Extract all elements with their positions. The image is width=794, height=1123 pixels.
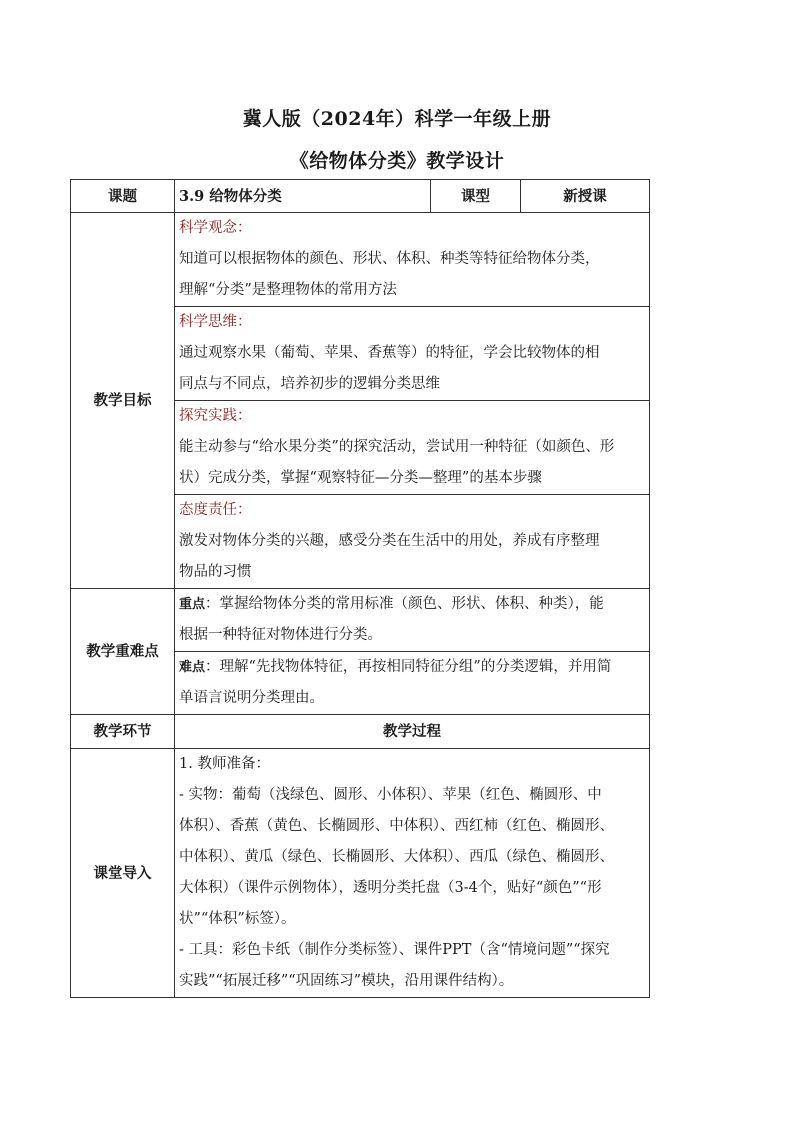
- difficulty-text-line: 单语言说明分类理由。: [179, 690, 324, 706]
- intro-line: 中体积）、黄瓜（绿色、长椭圆形、大体积）、西瓜（绿色、椭圆形、: [179, 849, 614, 865]
- objective-text-line: 知道可以根据物体的颜色、形状、体积、种类等特征给物体分类，: [179, 251, 600, 267]
- key-point-text-line: ：掌握给物体分类的常用标准（颜色、形状、体积、种类），能: [205, 596, 604, 612]
- difficulty-section: [175, 652, 649, 714]
- difficulty-text-line: ：理解“先找物体特征，再按相同特征分组”的分类逻辑，并用简: [205, 659, 612, 675]
- objective-text-line: 激发对物体分类的兴趣，感受分类在生活中的用处，养成有序整理: [179, 533, 600, 549]
- type-value: 新授课: [521, 180, 650, 213]
- objectives-label: 教学目标: [71, 213, 175, 589]
- objective-inquiry-practice: [175, 401, 649, 495]
- intro-label: 课堂导入: [71, 749, 175, 998]
- objective-science-thinking: [175, 307, 649, 401]
- key-points-label: 教学重难点: [71, 589, 175, 715]
- objective-attitude-responsibility: [175, 495, 649, 588]
- objective-text-line: 物品的习惯: [179, 564, 252, 580]
- key-points-content: [175, 589, 650, 715]
- objectives-content: [175, 213, 650, 589]
- intro-row: [71, 749, 650, 998]
- objective-heading: 科学思维：: [179, 314, 252, 330]
- objective-text-line: 能主动参与“给水果分类”的探究活动，尝试用一种特征（如颜色、形: [179, 439, 615, 455]
- objective-text-line: 同点与不同点，培养初步的逻辑分类思维: [179, 376, 440, 392]
- difficulty-label: 难点: [179, 660, 206, 675]
- lesson-plan-table: [70, 179, 650, 998]
- objective-text-line: 状）完成分类，掌握“观察特征—分类—整理”的基本步骤: [179, 470, 542, 486]
- process-header-row: [71, 715, 650, 749]
- intro-content: [175, 749, 650, 998]
- topic-row: [71, 180, 650, 213]
- objective-heading: 态度责任：: [179, 502, 252, 518]
- intro-line: 体积）、香蕉（黄色、长椭圆形、中体积）、西红柿（红色、椭圆形、: [179, 818, 614, 834]
- document-title: 冀人版（2024年）科学一年级上册: [242, 108, 552, 130]
- key-point-section: [175, 589, 649, 652]
- document-subtitle: 《给物体分类》教学设计: [289, 150, 505, 172]
- key-points-row: [71, 589, 650, 715]
- topic-value: 3.9 给物体分类: [175, 180, 431, 213]
- key-point-label: 重点: [179, 597, 206, 612]
- intro-line: 实践”“拓展迁移”“巩固练习”模块，沿用课件结构）。: [179, 973, 514, 989]
- topic-label: 课题: [71, 180, 175, 213]
- intro-line: 大体积）（课件示例物体），透明分类托盘（3-4个，贴好“颜色”“形: [179, 880, 602, 896]
- type-label: 课型: [431, 180, 521, 213]
- stage-header: 教学环节: [71, 715, 175, 749]
- objective-text-line: 通过观察水果（葡萄、苹果、香蕉等）的特征，学会比较物体的相: [179, 345, 600, 361]
- process-header: 教学过程: [175, 715, 650, 749]
- objective-science-concept: [175, 213, 649, 307]
- intro-line: - 实物：葡萄（浅绿色、圆形、小体积）、苹果（红色、椭圆形、中: [179, 787, 602, 803]
- objective-heading: 科学观念：: [179, 220, 252, 236]
- intro-line: 状”“体积”标签）。: [179, 911, 296, 927]
- objective-heading: 探究实践：: [179, 408, 252, 424]
- intro-line: 1. 教师准备：: [179, 756, 270, 772]
- objective-text-line: 理解“分类”是整理物体的常用方法: [179, 282, 397, 298]
- key-point-text-line: 根据一种特征对物体进行分类。: [179, 627, 382, 643]
- objectives-row: [71, 213, 650, 589]
- intro-line: - 工具：彩色卡纸（制作分类标签）、课件PPT（含“情境问题”“探究: [179, 942, 610, 958]
